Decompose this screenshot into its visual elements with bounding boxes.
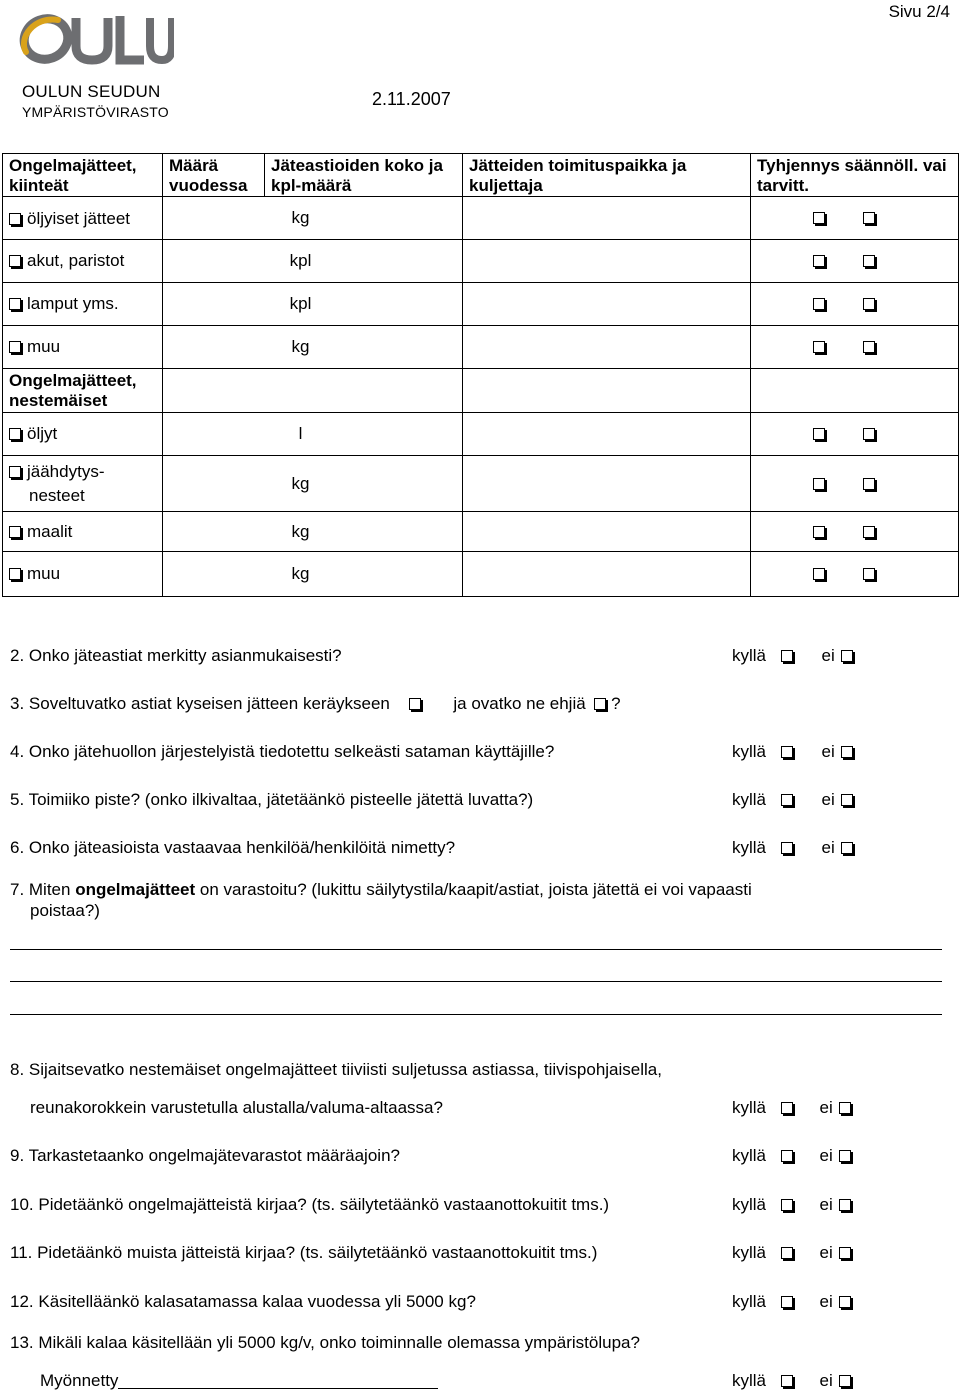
no-checkbox[interactable] [841, 650, 853, 662]
question-12: 12. Käsitelläänkö kalasatamassa kalaa vuodessa yli 5000 kg? [10, 1292, 476, 1311]
on-demand-emptying-checkbox[interactable] [863, 568, 875, 580]
yes-label: kyllä [732, 1243, 767, 1262]
delivery-place-cell[interactable] [463, 512, 751, 552]
regular-emptying-checkbox[interactable] [813, 428, 825, 440]
checkbox[interactable] [9, 213, 21, 225]
yes-label: kyllä [732, 1146, 767, 1165]
answer-group-12 [732, 1292, 851, 1312]
on-demand-emptying-checkbox[interactable] [863, 341, 875, 353]
table-row [3, 240, 959, 283]
delivery-place-cell[interactable] [463, 552, 751, 597]
yes-label: kyllä [732, 742, 767, 761]
question-3-part1: 3. Soveltuvatko astiat kyseisen jätteen keräykseen [10, 694, 390, 713]
answer-group-13 [732, 1371, 851, 1391]
yes-label: kyllä [732, 838, 767, 857]
no-label: ei [821, 790, 835, 809]
delivery-place-cell[interactable] [463, 283, 751, 326]
delivery-place-cell[interactable] [463, 197, 751, 240]
question-2: 2. Onko jäteastiat merkitty asianmukaisesti? [10, 646, 342, 665]
delivery-place-cell[interactable] [463, 326, 751, 369]
regular-emptying-checkbox[interactable] [813, 341, 825, 353]
waste-type-label: lamput yms. [27, 294, 119, 313]
waste-type-label: öljyiset jätteet [27, 208, 130, 228]
no-label: ei [821, 742, 835, 761]
answer-line-1[interactable] [10, 949, 942, 950]
regular-emptying-checkbox[interactable] [813, 212, 825, 224]
header-waste-type: Ongelmajätteet, kiinteät [3, 154, 163, 197]
table-row [3, 283, 959, 326]
on-demand-emptying-checkbox[interactable] [863, 428, 875, 440]
answer-group-6 [732, 838, 853, 858]
table-row [3, 413, 959, 456]
table-row [3, 552, 959, 597]
yes-checkbox[interactable] [781, 1247, 793, 1259]
question-7-line2: poistaa?) [30, 901, 100, 920]
regular-emptying-checkbox[interactable] [813, 568, 825, 580]
yes-label: kyllä [732, 1292, 767, 1311]
question-11: 11. Pidetäänkö muista jätteistä kirjaa? (ts. säilytetäänkö vastaanottokuitit tms.) [10, 1243, 598, 1262]
header-container-size: Jäteastioiden koko ja kpl-määrä [265, 154, 463, 197]
no-checkbox[interactable] [839, 1375, 851, 1387]
yes-label: kyllä [732, 1098, 767, 1117]
question-6: 6. Onko jäteasioista vastaavaa henkilöä/henkilöitä nimetty? [10, 838, 456, 857]
regular-emptying-checkbox[interactable] [813, 478, 825, 490]
answer-group-2 [732, 646, 853, 666]
no-label: ei [819, 1371, 833, 1390]
checkbox[interactable] [9, 255, 21, 267]
page-number: Sivu 2/4 [888, 2, 950, 21]
checkbox[interactable] [9, 466, 21, 478]
question-7 [10, 880, 752, 900]
amount-unit: kg [163, 512, 463, 552]
waste-type-label: muu [27, 564, 61, 583]
table-row [3, 326, 959, 369]
no-checkbox[interactable] [839, 1102, 851, 1114]
question-7-post: on varastoitu? (lukittu säilytystila/kaapit/astiat, joista jätettä ei voi vapaasti [195, 880, 752, 899]
yes-checkbox[interactable] [781, 1199, 793, 1211]
answer-group-10 [732, 1195, 851, 1215]
on-demand-emptying-checkbox[interactable] [863, 298, 875, 310]
waste-type-label-line2: nesteet [29, 485, 85, 505]
amount-unit: kpl [163, 240, 463, 283]
permit-granted-row [40, 1371, 438, 1391]
question-13: 13. Mikäli kalaa käsitellään yli 5000 kg/v, onko toiminnalle olemassa ympäristölupa? [10, 1333, 640, 1352]
yes-checkbox[interactable] [781, 1375, 793, 1387]
yes-checkbox[interactable] [781, 746, 793, 758]
question-8-line1: 8. Sijaitsevatko nestemäiset ongelmajätteet tiiviisti suljetussa astiassa, tiivispohjaisella, [10, 1060, 662, 1079]
delivery-place-cell[interactable] [463, 413, 751, 456]
waste-type-label-line1: jäähdytys- [27, 461, 105, 481]
waste-type-label: muu [27, 337, 61, 356]
no-checkbox[interactable] [841, 746, 853, 758]
delivery-place-cell[interactable] [463, 240, 751, 283]
delivery-place-cell[interactable] [463, 456, 751, 512]
answer-group-4 [732, 742, 853, 762]
on-demand-emptying-checkbox[interactable] [863, 212, 875, 224]
no-label: ei [819, 1098, 833, 1117]
no-checkbox[interactable] [839, 1296, 851, 1308]
checkbox[interactable] [9, 568, 21, 580]
regular-emptying-checkbox[interactable] [813, 255, 825, 267]
table-row [3, 197, 959, 240]
intact-checkbox[interactable] [594, 698, 606, 710]
checkbox[interactable] [9, 428, 21, 440]
answer-line-3[interactable] [10, 1014, 942, 1015]
question-3-part2: ja ovatko ne ehjiä [453, 694, 586, 713]
answer-group-5 [732, 790, 853, 810]
regular-emptying-checkbox[interactable] [813, 526, 825, 538]
amount-unit: kg [163, 456, 463, 512]
on-demand-emptying-checkbox[interactable] [863, 478, 875, 490]
question-3 [10, 694, 621, 714]
yes-checkbox[interactable] [781, 1102, 793, 1114]
yes-checkbox[interactable] [781, 1150, 793, 1162]
header-delivery-place: Jätteiden toimituspaikka ja kuljettaja [463, 154, 751, 197]
table-row [3, 456, 959, 512]
question-5: 5. Toimiiko piste? (onko ilkivaltaa, jätetäänkö pisteelle jätettä luvatta?) [10, 790, 534, 809]
answer-group-11 [732, 1243, 851, 1263]
no-label: ei [821, 838, 835, 857]
table-row [3, 512, 959, 552]
yes-checkbox[interactable] [781, 794, 793, 806]
permit-granted-field[interactable] [118, 1371, 438, 1389]
checkbox[interactable] [9, 526, 21, 538]
no-label: ei [819, 1292, 833, 1311]
table-header-row [3, 154, 959, 197]
amount-unit: l [163, 413, 463, 456]
question-8-line2: reunakorokkein varustetulla alustalla/valuma-altaassa? [30, 1098, 443, 1117]
waste-type-label: akut, paristot [27, 251, 125, 270]
no-checkbox[interactable] [839, 1247, 851, 1259]
no-checkbox[interactable] [841, 794, 853, 806]
question-10: 10. Pidetäänkö ongelmajätteistä kirjaa? (ts. säilytetäänkö vastaanottokuitit tms.) [10, 1195, 610, 1214]
document-date: 2.11.2007 [372, 89, 451, 109]
office-name-line2: YMPÄRISTÖVIRASTO [22, 104, 169, 120]
question-7-bold: ongelmajätteet [75, 880, 196, 899]
amount-unit: kg [163, 326, 463, 369]
permit-granted-label: Myönnetty [40, 1371, 119, 1390]
yes-checkbox[interactable] [781, 1296, 793, 1308]
on-demand-emptying-checkbox[interactable] [863, 255, 875, 267]
answer-group-9 [732, 1146, 851, 1166]
header-emptying: Tyhjennys säännöll. vai tarvitt. [751, 154, 959, 197]
question-7-pre: 7. Miten [10, 880, 76, 899]
hazardous-waste-table [2, 153, 959, 597]
on-demand-emptying-checkbox[interactable] [863, 526, 875, 538]
yes-label: kyllä [732, 1195, 767, 1214]
amount-unit: kg [163, 197, 463, 240]
yes-checkbox[interactable] [781, 650, 793, 662]
checkbox[interactable] [9, 298, 21, 310]
regular-emptying-checkbox[interactable] [813, 298, 825, 310]
no-label: ei [819, 1146, 833, 1165]
question-4: 4. Onko jätehuollon järjestelyistä tiedotettu selkeästi sataman käyttäjille? [10, 742, 555, 761]
header-amount: Määrä vuodessa [163, 154, 265, 197]
yes-label: kyllä [732, 646, 767, 665]
waste-type-label: maalit [27, 521, 73, 541]
liquid-section-label: Ongelmajätteet, nestemäiset [3, 369, 163, 413]
answer-line-2[interactable] [10, 981, 942, 982]
answer-group-8 [732, 1098, 851, 1118]
waste-type-label: öljyt [27, 424, 58, 443]
yes-label: kyllä [732, 790, 767, 809]
yes-checkbox[interactable] [781, 842, 793, 854]
liquid-section-row [3, 369, 959, 413]
yes-label: kyllä [732, 1371, 767, 1390]
office-name-line1: OULUN SEUDUN [22, 82, 161, 101]
no-checkbox[interactable] [839, 1150, 851, 1162]
no-label: ei [819, 1195, 833, 1214]
amount-unit: kg [163, 552, 463, 597]
oulu-logo [12, 8, 174, 68]
question-3-mark: ? [611, 694, 621, 713]
no-checkbox[interactable] [841, 842, 853, 854]
checkbox[interactable] [9, 341, 21, 353]
no-label: ei [821, 646, 835, 665]
no-label: ei [819, 1243, 833, 1262]
question-9: 9. Tarkastetaanko ongelmajätevarastot määräajoin? [10, 1146, 400, 1165]
suitable-checkbox[interactable] [409, 698, 421, 710]
no-checkbox[interactable] [839, 1199, 851, 1211]
amount-unit: kpl [163, 283, 463, 326]
